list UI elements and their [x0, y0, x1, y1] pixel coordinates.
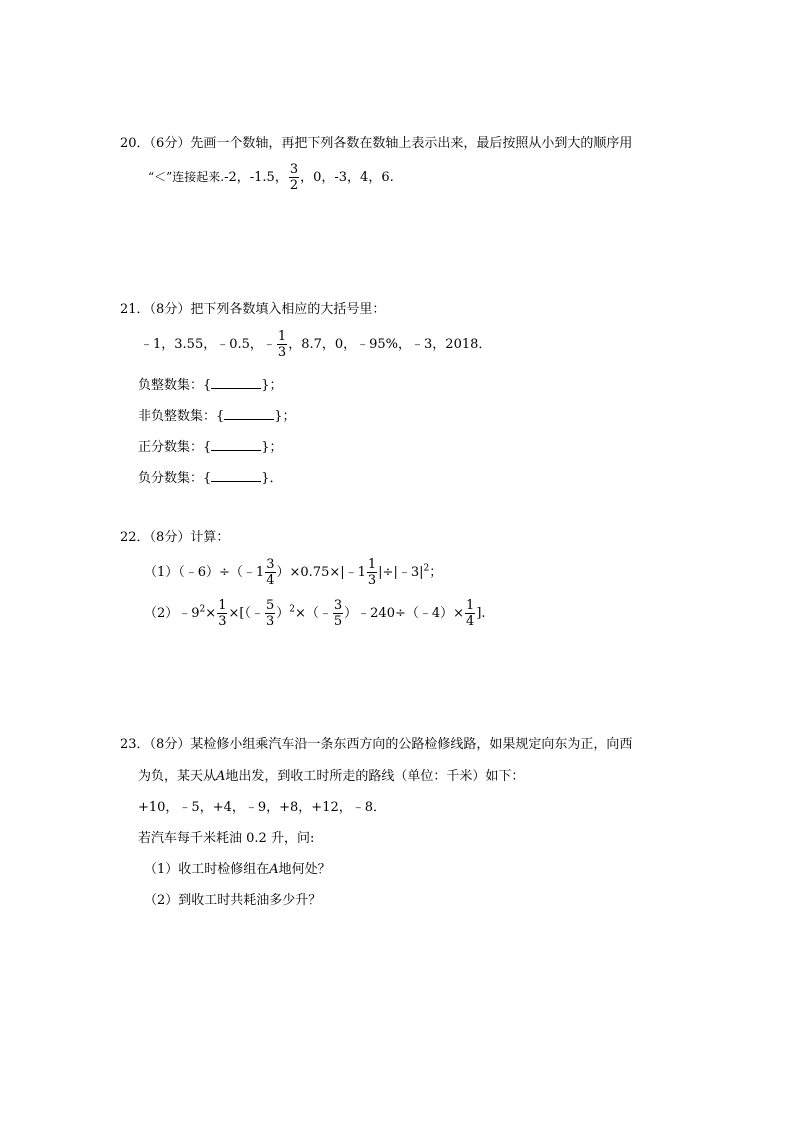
p1-exponent: 2: [423, 563, 430, 574]
p2-c: ×[（﹣: [228, 606, 264, 621]
q23-line3: [138, 801, 386, 814]
q21-frac-num: 1: [277, 329, 287, 344]
q23-fuel-info: 若汽车每千米耗油 0.2 升，问:: [138, 831, 315, 846]
p1-b: ）×0.75×|﹣1: [276, 565, 366, 580]
q23-sub1-a: （1）收工时检修组在: [144, 862, 270, 877]
set-end: }；: [274, 409, 296, 424]
p1-a: （1）（﹣6）÷（﹣1: [144, 565, 265, 580]
frac-num: 5: [265, 598, 275, 613]
q20-nums-b: ，0，-3，4，6.: [300, 170, 394, 185]
p2-fraction-3: [333, 599, 343, 628]
frac-den: 4: [466, 614, 475, 629]
p2-a: （2）﹣9: [144, 606, 200, 621]
q23-line1-text: 23．（8分）某检修小组乘汽车沿一条东西方向的公路检修线路，如果规定向东为正，向西: [120, 737, 633, 752]
q23-line5: [144, 863, 331, 876]
p1-fraction-2: [367, 558, 377, 587]
q23-line2: [138, 770, 524, 783]
q22-title: [120, 531, 229, 544]
frac-den: 5: [333, 614, 343, 629]
p1-c: |÷|﹣3|: [378, 565, 424, 580]
answer-blank[interactable]: [211, 438, 261, 451]
q22-title-text: 22．（8分）计算：: [120, 530, 230, 545]
q23-point-a: A: [216, 769, 226, 784]
p2-b: ×: [205, 606, 217, 621]
q21-nums-a: ﹣1，3.55，﹣0.5，﹣: [140, 337, 276, 352]
q20-nums-a: -2，-1.5，: [224, 170, 288, 185]
q20-prefix: “＜”连接起来.: [148, 170, 225, 184]
q23-line2-b: 地出发，到收工时所走的路线（单位：千米）如下：: [225, 769, 525, 784]
q20-frac-den: 2: [289, 178, 299, 193]
p2-exp-1: 2: [199, 604, 206, 615]
answer-blank[interactable]: [211, 469, 261, 482]
q21-fraction: [277, 330, 287, 359]
frac-den: 3: [218, 614, 227, 629]
frac-num: 1: [466, 598, 475, 613]
p2-fraction-2: [265, 599, 275, 628]
frac-den: 3: [265, 614, 275, 629]
q20-title: [120, 137, 632, 150]
q21-set-nonnegative-integers: [138, 407, 296, 423]
q21-set-negative-integers: [138, 376, 283, 392]
q21-nums-b: ，8.7，0，﹣95%，﹣3，2018．: [288, 337, 492, 352]
q23-line4: [138, 832, 314, 845]
q21-numbers: [140, 330, 491, 359]
frac-num: 3: [266, 557, 275, 572]
p2-fraction-4: [465, 599, 475, 628]
frac-num: 1: [367, 557, 377, 572]
set-end: }；: [261, 440, 283, 455]
q23-distances: +10，﹣5，+4，﹣9，+8，+12，﹣8．: [138, 800, 387, 815]
frac-num: 1: [218, 598, 227, 613]
p2-fraction-1: [217, 599, 227, 628]
q20-frac-num: 3: [289, 162, 299, 177]
p1-fraction-1: [265, 558, 275, 587]
q23-sub1-b: 地何处？: [278, 862, 331, 877]
q22-part2: [144, 599, 486, 628]
set-label: 负整数集：{: [138, 378, 212, 393]
p2-f: ）﹣240÷（﹣4）×: [344, 606, 465, 621]
q21-set-positive-fractions: [138, 438, 283, 454]
frac-num: 3: [333, 598, 343, 613]
q20-fraction: [289, 163, 299, 192]
q23-sub1-point-a: A: [269, 862, 279, 877]
q23-line6: [144, 894, 321, 907]
q21-frac-den: 3: [277, 345, 287, 360]
set-end: }．: [261, 471, 283, 486]
frac-den: 4: [266, 573, 275, 588]
q21-title-text: 21．（8分）把下列各数填入相应的大括号里：: [120, 302, 386, 317]
answer-blank[interactable]: [224, 407, 274, 420]
set-end: }；: [261, 378, 283, 393]
q21-set-negative-fractions: [138, 469, 283, 485]
q20-numbers: [148, 163, 394, 192]
set-label: 负分数集：{: [138, 471, 212, 486]
q22-part1: [144, 558, 442, 587]
set-label: 正分数集：{: [138, 440, 212, 455]
q21-title: [120, 303, 385, 316]
answer-blank[interactable]: [211, 376, 261, 389]
p2-d: ）: [276, 606, 290, 621]
set-label: 非负整数集：{: [138, 409, 225, 424]
p2-g: ].: [476, 606, 486, 621]
q20-title-text: 20．（6分）先画一个数轴，再把下列各数在数轴上表示出来，最后按照从小到大的顺序用: [120, 136, 633, 151]
q23-sub2: （2）到收工时共耗油多少升？: [144, 893, 322, 908]
q23-line2-a: 为负，某天从: [138, 769, 217, 784]
p2-exp-2: 2: [289, 604, 295, 615]
frac-den: 3: [367, 573, 377, 588]
p1-d: ；: [429, 565, 443, 580]
p2-e: ×（﹣: [294, 606, 332, 621]
q23-line1: [120, 738, 632, 751]
